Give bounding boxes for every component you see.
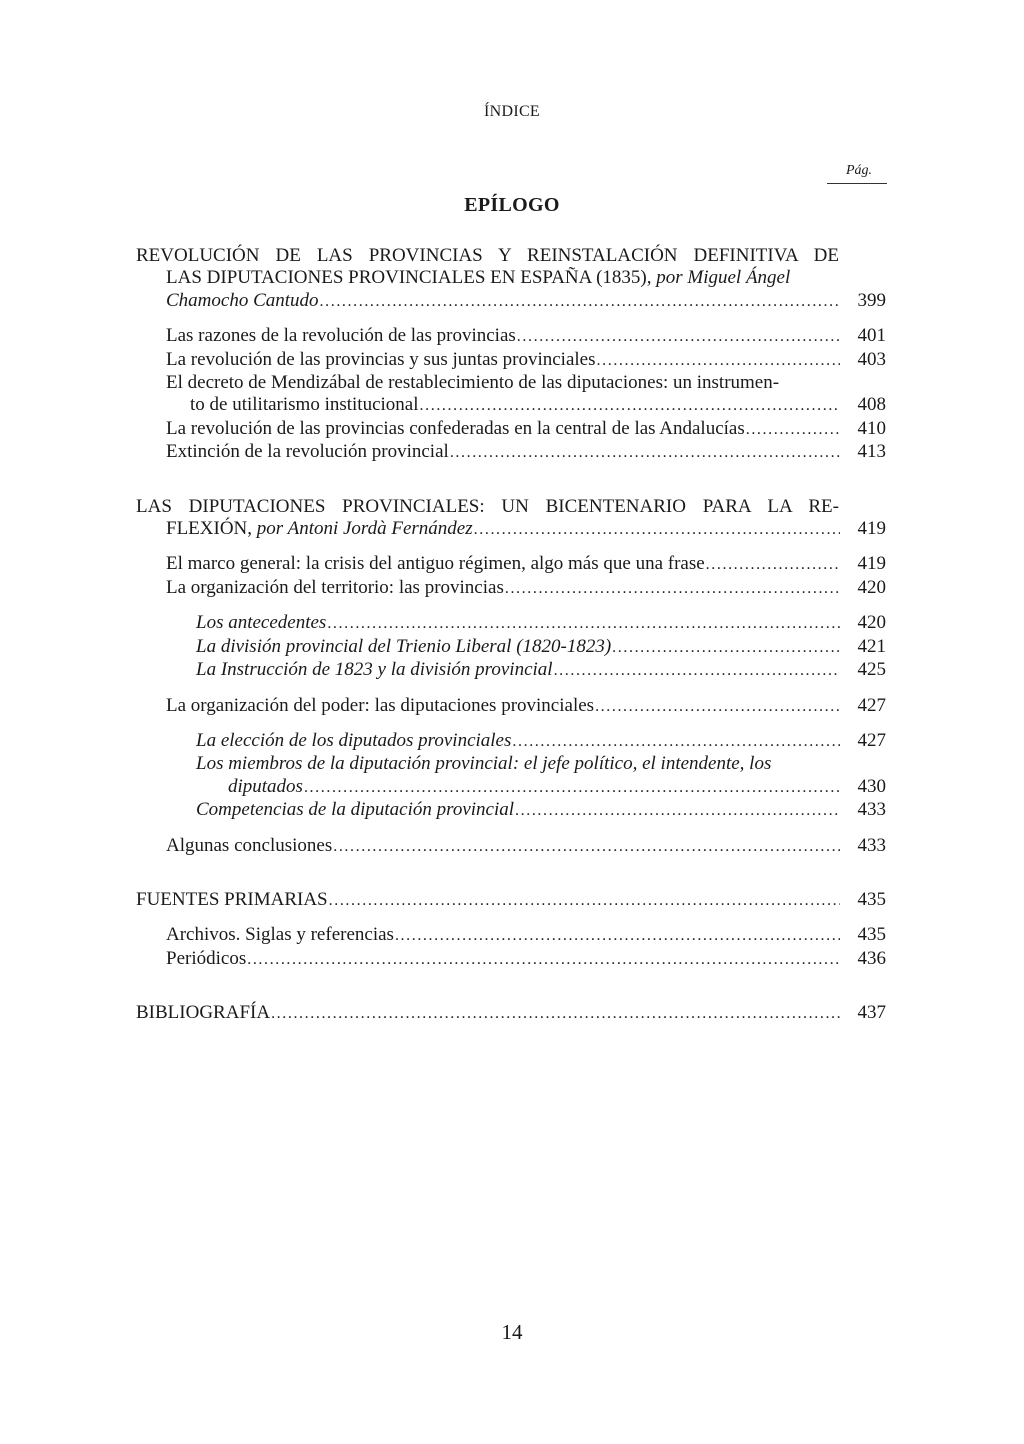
page-number: 421 bbox=[857, 635, 886, 657]
toc-entry[interactable] bbox=[196, 659, 886, 682]
page-number: 399 bbox=[857, 289, 886, 311]
entry-title: El marco general: la crisis del antiguo régimen, algo más que una frase bbox=[166, 553, 705, 575]
entry-title-line: Los miembros de la diputación provincial: el jefe político, el intendente, los bbox=[196, 753, 772, 775]
entry-title: La elección de los diputados provinciales bbox=[196, 729, 512, 751]
dot-leader bbox=[612, 637, 840, 659]
toc-entry[interactable] bbox=[166, 553, 886, 576]
toc-entry[interactable] bbox=[166, 948, 886, 971]
toc-entry[interactable] bbox=[196, 612, 886, 635]
dot-leader bbox=[329, 890, 840, 912]
dot-leader bbox=[271, 1003, 840, 1025]
page-number: 419 bbox=[857, 518, 886, 540]
toc-entry[interactable] bbox=[166, 924, 886, 947]
toc-entry[interactable] bbox=[166, 418, 886, 441]
toc-entry[interactable] bbox=[196, 799, 886, 822]
page-number: 408 bbox=[857, 394, 886, 416]
page-number: 436 bbox=[857, 947, 886, 969]
entry-title: La Instrucción de 1823 y la división provincial bbox=[196, 659, 553, 681]
toc-entry[interactable] bbox=[166, 349, 886, 372]
dot-leader bbox=[395, 925, 840, 947]
dot-leader bbox=[304, 777, 840, 799]
page-number: 420 bbox=[857, 576, 886, 598]
entry-title: La organización del territorio: las provincias bbox=[166, 576, 504, 598]
dot-leader bbox=[327, 613, 840, 635]
entry-author: por Miguel Ángel bbox=[656, 267, 791, 289]
entry-title: Competencias de la diputación provincial bbox=[196, 799, 515, 821]
entry-author: Chamocho Cantudo bbox=[166, 289, 319, 311]
entry-title: Extinción de la revolución provincial bbox=[166, 441, 449, 463]
page-number: 435 bbox=[857, 888, 886, 910]
entry-title: La revolución de las provincias confederadas en la central de las Andalucías bbox=[166, 417, 745, 439]
entry-title-line: diputados bbox=[228, 775, 303, 797]
page-number: 425 bbox=[857, 659, 886, 681]
section-title: EPÍLOGO bbox=[464, 194, 560, 216]
entry-title: FUENTES PRIMARIAS bbox=[136, 888, 328, 910]
entry-title: La división provincial del Trienio Liberal (1820-1823) bbox=[196, 635, 612, 657]
toc-entry[interactable] bbox=[166, 372, 886, 418]
page-number: 410 bbox=[857, 417, 886, 439]
entry-title-roman: LAS DIPUTACIONES PROVINCIALES EN ESPAÑA (1835), bbox=[166, 267, 652, 289]
entry-title: La revolución de las provincias y sus juntas provinciales bbox=[166, 348, 596, 370]
dot-leader bbox=[746, 419, 840, 441]
toc-entry-chapter-chamocho[interactable] bbox=[136, 245, 886, 313]
page-number: 433 bbox=[857, 834, 886, 856]
toc-entry[interactable] bbox=[166, 695, 886, 718]
entry-title-line: El decreto de Mendizábal de restablecimiento de las diputaciones: un instrumen- bbox=[166, 372, 780, 394]
dot-leader bbox=[474, 519, 840, 541]
entry-title: Periódicos bbox=[166, 947, 247, 969]
dot-leader bbox=[595, 696, 840, 718]
page-number: 419 bbox=[857, 553, 886, 575]
entry-title-line: LAS DIPUTACIONES PROVINCIALES: UN BICENTENARIO PARA LA RE- bbox=[136, 495, 839, 517]
dot-leader bbox=[505, 578, 840, 600]
page-number: 435 bbox=[857, 924, 886, 946]
page-number: 437 bbox=[857, 1002, 886, 1024]
dot-leader bbox=[517, 326, 840, 348]
entry-title: Archivos. Siglas y referencias bbox=[166, 924, 394, 946]
page-column-label: Pág. bbox=[845, 163, 872, 178]
entry-title: Las razones de la revolución de las provincias bbox=[166, 325, 516, 347]
page-number: 430 bbox=[857, 775, 886, 797]
dot-leader bbox=[420, 395, 840, 417]
entry-title: La organización del poder: las diputaciones provinciales bbox=[166, 694, 595, 716]
page-number: 433 bbox=[857, 799, 886, 821]
toc-entry[interactable] bbox=[196, 730, 886, 753]
page-number: 413 bbox=[857, 441, 886, 463]
entry-title-line: REVOLUCIÓN DE LAS PROVINCIAS Y REINSTALACIÓN DEFINITIVA DE bbox=[136, 245, 839, 266]
entry-title: Algunas conclusiones bbox=[166, 834, 333, 856]
entry-title-roman: FLEXIÓN, bbox=[166, 518, 253, 540]
entry-title-line bbox=[166, 267, 790, 289]
dot-leader bbox=[597, 350, 840, 372]
dot-leader bbox=[554, 660, 840, 682]
entry-title-line bbox=[166, 518, 473, 540]
page-column-rule bbox=[827, 183, 887, 184]
dot-leader bbox=[512, 731, 840, 753]
page-number: 427 bbox=[857, 694, 886, 716]
page-number: 427 bbox=[857, 729, 886, 751]
toc-entry-bibliografia[interactable] bbox=[136, 1002, 886, 1025]
dot-leader bbox=[450, 442, 840, 464]
entry-title: Los antecedentes bbox=[196, 612, 327, 634]
dot-leader bbox=[515, 800, 840, 822]
dot-leader bbox=[333, 836, 840, 858]
page-number: 403 bbox=[857, 348, 886, 370]
toc-entry[interactable] bbox=[166, 325, 886, 348]
dot-leader bbox=[320, 291, 840, 313]
toc-entry[interactable] bbox=[166, 441, 886, 464]
table-of-contents bbox=[136, 245, 886, 1026]
page-number: 401 bbox=[857, 325, 886, 347]
entry-title: BIBLIOGRAFÍA bbox=[136, 1002, 271, 1024]
toc-entry-fuentes-primarias[interactable] bbox=[136, 889, 886, 912]
toc-entry[interactable] bbox=[166, 577, 886, 600]
toc-entry[interactable] bbox=[166, 835, 886, 858]
dot-leader bbox=[706, 554, 840, 576]
toc-entry[interactable] bbox=[196, 636, 886, 659]
running-head: ÍNDICE bbox=[483, 103, 540, 120]
entry-author: por Antoni Jordà Fernández bbox=[256, 518, 473, 540]
dot-leader bbox=[247, 949, 840, 971]
toc-entry-chapter-jorda[interactable] bbox=[136, 496, 886, 542]
entry-title-line: to de utilitarismo institucional bbox=[190, 394, 419, 416]
page-folio: 14 bbox=[501, 1320, 523, 1344]
page-number: 420 bbox=[857, 612, 886, 634]
toc-entry[interactable] bbox=[196, 753, 886, 799]
